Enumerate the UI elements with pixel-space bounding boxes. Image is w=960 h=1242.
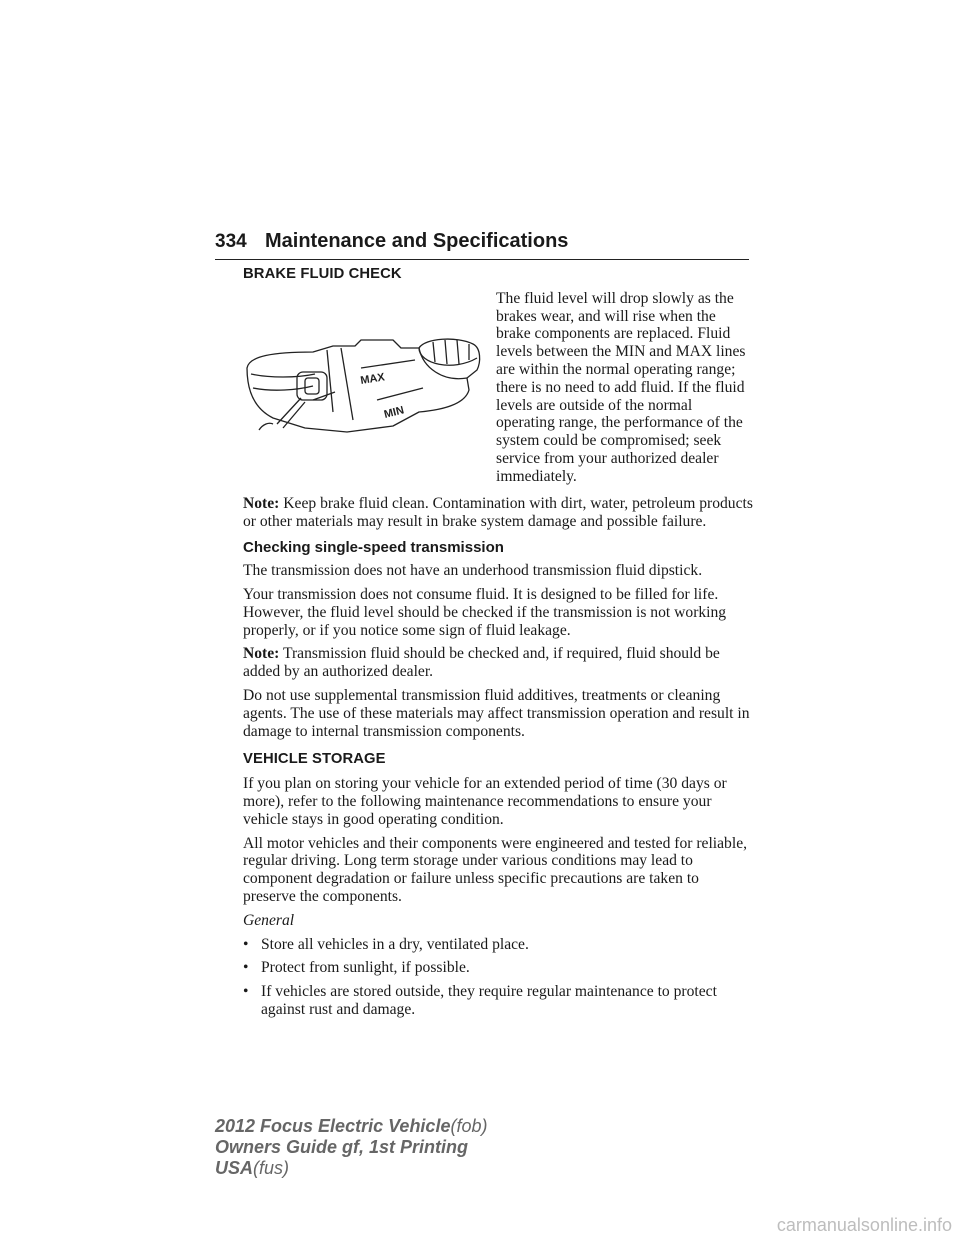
page-header	[215, 229, 749, 260]
storage-bullet-list	[243, 936, 753, 1019]
page-content	[243, 266, 753, 1025]
bullet-icon: •	[243, 983, 249, 1001]
brake-fluid-reservoir-illustration	[243, 328, 481, 438]
brake-fluid-heading: BRAKE FLUID CHECK	[243, 266, 402, 282]
list-item	[243, 983, 753, 1019]
footer-line	[215, 1116, 487, 1137]
list-item-text: Protect from sunlight, if possible.	[261, 959, 470, 977]
transmission-paragraph: Your transmission does not consume fluid. It is designed to be filled for life. However, the fluid level should be checked if the transmission is not working properly, or if you notice some sign of fluid leakage.	[243, 585, 727, 639]
list-item	[243, 936, 753, 954]
footer-code: (fus)	[253, 1158, 290, 1178]
bullet-icon: •	[243, 935, 249, 953]
brake-fluid-note	[243, 495, 753, 531]
footer-code: (fob)	[450, 1116, 488, 1136]
vehicle-storage-heading: VEHICLE STORAGE	[243, 751, 386, 768]
document-footer	[215, 1116, 487, 1179]
note-label: Note:	[243, 645, 280, 663]
transmission-note	[243, 645, 753, 681]
footer-market: USA	[215, 1158, 254, 1178]
footer-line	[215, 1158, 487, 1179]
note-text: Keep brake fluid clean. Contamination with dirt, water, petroleum products or other materials may result in brake system damage and possible failure.	[243, 494, 753, 530]
note-text: Transmission fluid should be checked and, if required, fluid should be added by an authorized dealer.	[243, 645, 720, 681]
transmission-paragraph: Do not use supplemental transmission fluid additives, treatments or cleaning agents. The use of these materials may affect transmission operation and result in damage to internal transmission components.	[243, 686, 750, 740]
brake-fluid-figure-row	[243, 290, 753, 487]
general-subheading: General	[243, 911, 295, 929]
list-item-text: If vehicles are stored outside, they require regular maintenance to protect against rust and damage.	[261, 983, 717, 1018]
list-item-text: Store all vehicles in a dry, ventilated place.	[261, 935, 529, 953]
footer-vehicle: 2012 Focus Electric Vehicle	[215, 1116, 451, 1136]
list-item	[243, 959, 753, 977]
note-label: Note:	[243, 494, 280, 512]
bullet-icon: •	[243, 959, 249, 977]
watermark: carmanualsonline.info	[776, 1215, 952, 1235]
max-level-label: MAX	[359, 371, 386, 387]
storage-paragraph: All motor vehicles and their components were engineered and tested for reliable, regular driving. Long term storage under various conditions may lead to component degradation or failure unless specific precautions are taken to preserve the components.	[243, 834, 748, 905]
chapter-title: Maintenance and Specifications	[265, 230, 569, 252]
transmission-heading: Checking single-speed transmission	[243, 539, 504, 557]
footer-line: Owners Guide gf, 1st Printing	[215, 1137, 469, 1157]
storage-paragraph: If you plan on storing your vehicle for an extended period of time (30 days or more), refer to the following maintenance recommendations to ensure your vehicle stays in good operating condition.	[243, 775, 727, 828]
min-level-label: MIN	[382, 404, 406, 421]
brake-fluid-description: The fluid level will drop slowly as the brakes wear, and will rise when the brake components are replaced. Fluid levels between the MIN and MAX lines are within the normal operating range; there is no need to add fluid. If the fluid levels are outside of the normal operating range, the performance of the system could be compromised; seek service from your authorized dealer immediately.	[496, 289, 746, 485]
page-number: 334	[215, 231, 247, 252]
transmission-paragraph: The transmission does not have an underhood transmission fluid dipstick.	[243, 562, 703, 580]
